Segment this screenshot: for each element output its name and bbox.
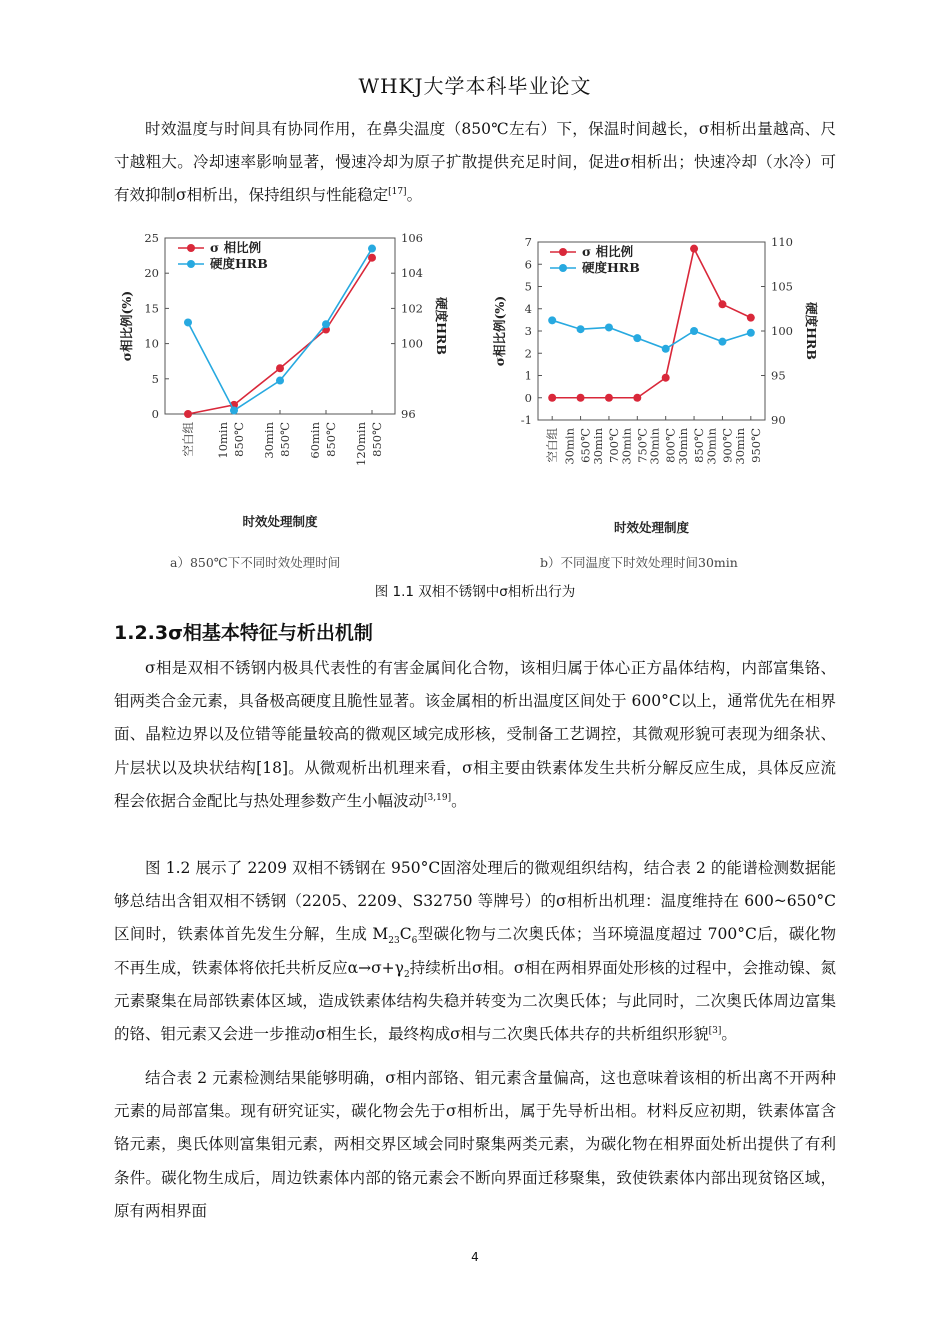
x-tick-label: 850℃ xyxy=(324,422,338,457)
left-tick-label: 6 xyxy=(524,257,532,272)
page-number: 4 xyxy=(471,1250,479,1264)
x-tick-label: 30min xyxy=(562,428,577,465)
figure-caption: 图 1.1 双相不锈钢中σ相析出行为 xyxy=(374,584,576,600)
citation: [17] xyxy=(388,187,407,198)
legend-label: σ 相比例 xyxy=(210,240,262,255)
subcaption-a: a）850℃下不同时效处理时间 xyxy=(170,555,341,570)
chart-b xyxy=(492,235,819,535)
right-tick-label: 90 xyxy=(771,413,786,427)
legend-label: 硬度HRB xyxy=(582,260,640,275)
data-point xyxy=(690,327,698,335)
x-tick-label: 850℃ xyxy=(278,422,292,457)
legend-label: 硬度HRB xyxy=(210,256,268,271)
section-heading: 1.2.3σ相基本特征与析出机制 xyxy=(114,622,373,644)
x-tick-label: 30min xyxy=(704,428,719,465)
y-axis-label: σ相比例(%) xyxy=(492,295,507,367)
data-point xyxy=(577,325,585,333)
data-point xyxy=(548,394,556,402)
citation: [3,19] xyxy=(424,792,452,803)
right-tick-label: 102 xyxy=(401,301,423,316)
paragraph-text: σ相是双相不锈钢内极具代表性的有害金属间化合物，该相归属于体心正方晶体结构，内部富集铬、钼两类合金元素，具备极高硬度且脆性显著。该金属相的析出温度区间处于 600°C以上，通常优先在相界面、晶粒边界以及位错等能量较高的微观区域完成形核，受制备工艺调控，其微观形貌可表现为细条状、片层状以及块状结构[18]。从微观析出机理来看，σ相主要由铁素体发生共析分解反应生成，具体反应流程会依据合金配比与热处理参数产生小幅波动 xyxy=(114,659,836,810)
x-tick-label: 空白组 xyxy=(545,428,560,463)
figure-sigma-precipitation xyxy=(0,222,950,582)
right-tick-label: 100 xyxy=(401,336,423,351)
left-tick-label: 25 xyxy=(144,231,159,245)
left-tick-label: 3 xyxy=(524,324,532,338)
thesis-header: WHKJ大学本科毕业论文 xyxy=(358,74,592,98)
x-axis-label: 时效处理制度 xyxy=(242,514,318,529)
x-tick-label: 60min xyxy=(308,422,322,459)
data-point xyxy=(633,394,641,402)
data-point xyxy=(690,245,698,253)
data-point xyxy=(718,338,726,346)
paragraph-end: 。 xyxy=(406,186,423,205)
data-point xyxy=(662,345,670,353)
right-tick-label: 105 xyxy=(771,279,793,294)
x-tick-label: 30min xyxy=(590,428,605,465)
x-axis-label: 时效处理制度 xyxy=(613,520,690,535)
x-tick-label: 30min xyxy=(619,428,634,465)
x-tick-label: 30min xyxy=(676,428,691,465)
right-tick-label: 110 xyxy=(771,235,793,249)
paragraph-precipitation-mechanism xyxy=(114,852,836,1051)
citation: [3] xyxy=(708,1025,722,1036)
x-tick-label: 700℃ xyxy=(606,428,621,463)
x-tick-label: 30min xyxy=(647,428,662,465)
left-tick-label: 2 xyxy=(524,346,532,361)
x-tick-label: 750℃ xyxy=(635,428,650,463)
series-line xyxy=(188,249,372,411)
data-point xyxy=(276,364,284,372)
data-point xyxy=(548,316,556,324)
data-point xyxy=(747,314,755,322)
subscript: 6 xyxy=(411,936,418,947)
x-tick-label: 850℃ xyxy=(232,422,246,457)
x-tick-label: 30min xyxy=(732,428,747,465)
data-point xyxy=(184,410,192,418)
left-tick-label: 5 xyxy=(151,371,159,386)
series-line xyxy=(188,258,372,414)
paragraph-text: 持续析出σ相。σ相在两相界面处形核的过程中，会推动镍、氮元素聚集在局部铁素体区域，造成铁素体结构失稳并转变为二次奥氏体；与此同时，二次奥氏体周边富集的铬、钼元素又会进一步推动σ相生长，最终构成σ相与二次奥氏体共存的共析组织形貌 xyxy=(114,958,836,1044)
legend-marker xyxy=(187,244,195,252)
data-point xyxy=(662,374,670,382)
right-tick-label: 104 xyxy=(401,266,423,281)
y2-axis-label: 硬度HRB xyxy=(804,302,819,360)
subscript: 23 xyxy=(388,936,400,947)
x-tick-label: 650℃ xyxy=(578,428,593,463)
left-tick-label: 0 xyxy=(151,407,159,421)
data-point xyxy=(368,254,376,262)
data-point xyxy=(276,377,284,385)
paragraph-sigma-features xyxy=(114,652,836,818)
x-tick-label: 900℃ xyxy=(720,428,735,463)
x-tick-label: 120min xyxy=(354,422,368,466)
paragraph-text: 型碳化物与二次奥氏体；当环境温度超过 700°C后，碳化物不再生成，铁素体将依托共析反应α→σ+γ xyxy=(114,925,836,977)
right-tick-label: 95 xyxy=(771,368,786,383)
data-point xyxy=(605,323,613,331)
x-tick-label: 800℃ xyxy=(663,428,678,463)
data-point xyxy=(230,406,238,414)
paragraph-text: 图 1.2 展示了 2209 双相不锈钢在 950°C固溶处理后的微观组织结构，结合表 2 的能谱检测数据能够总结出含钼双相不锈钢（2205、2209、S32750 等牌号）的σ相析出机理：温度维持在 600~650°C区间时，铁素体首先发生分解，生成 M xyxy=(114,859,836,944)
paragraph-end: 。 xyxy=(721,1025,737,1044)
x-tick-label: 空白组 xyxy=(181,422,195,457)
subcaption-b: b）不同温度下时效处理时间30min xyxy=(540,555,738,570)
data-point xyxy=(718,300,726,308)
left-tick-label: 0 xyxy=(524,390,532,405)
data-point xyxy=(184,318,192,326)
left-tick-label: 5 xyxy=(524,279,532,294)
subscript: 2 xyxy=(403,969,410,980)
data-point xyxy=(633,334,641,342)
left-tick-label: -1 xyxy=(520,413,532,427)
left-tick-label: 4 xyxy=(524,301,532,316)
left-tick-label: 20 xyxy=(144,266,159,281)
y2-axis-label: 硬度HRB xyxy=(434,297,449,355)
data-point xyxy=(747,329,755,337)
paragraph-text: 结合表 2 元素检测结果能够明确，σ相内部铬、钼元素含量偏高，这也意味着该相的析出离不开两种元素的局部富集。现有研究证实，碳化物会先于σ相析出，属于先导析出相。材料反应初期，铁素体富含铬元素，奥氏体则富集钼元素，两相交界区域会同时聚集两类元素，为碳化物在相界面处析出提供了有利条件。碳化物生成后，周边铁素体内部的铬元素会不断向界面迁移聚集，致使铁素体内部出现贫铬区域，原有两相界面 xyxy=(114,1069,836,1220)
data-point xyxy=(605,394,613,402)
legend-label: σ 相比例 xyxy=(582,244,634,259)
x-tick-label: 850℃ xyxy=(692,428,707,463)
right-tick-label: 106 xyxy=(401,231,423,245)
left-tick-label: 15 xyxy=(144,301,159,316)
data-point xyxy=(322,320,330,328)
paragraph-element-enrichment xyxy=(114,1062,836,1228)
figure-charts xyxy=(0,222,950,582)
left-tick-label: 10 xyxy=(144,336,159,351)
legend-marker xyxy=(187,260,195,268)
x-tick-label: 10min xyxy=(216,422,230,459)
x-tick-label: 30min xyxy=(262,422,276,459)
left-tick-label: 7 xyxy=(524,235,532,249)
paragraph-end: 。 xyxy=(451,791,467,810)
x-tick-label: 850℃ xyxy=(370,422,384,457)
chart-a xyxy=(119,231,449,529)
legend-marker xyxy=(559,264,567,272)
legend-marker xyxy=(559,248,567,256)
right-tick-label: 96 xyxy=(401,407,416,421)
right-tick-label: 100 xyxy=(771,324,793,338)
left-tick-label: 1 xyxy=(524,368,532,383)
paragraph-text: 时效温度与时间具有协同作用，在鼻尖温度（850℃左右）下，保温时间越长，σ相析出量越高、尺寸越粗大。冷却速率影响显著，慢速冷却为原子扩散提供充足时间，促进σ相析出；快速冷却（水冷）可有效抑制σ相析出，保持组织与性能稳定 xyxy=(114,120,836,205)
data-point xyxy=(368,245,376,253)
x-tick-label: 950℃ xyxy=(748,428,763,463)
paragraph-aging-synergy xyxy=(114,113,836,213)
data-point xyxy=(577,394,585,402)
y-axis-label: σ相比例(%) xyxy=(119,290,134,362)
paragraph-text: C xyxy=(399,925,412,944)
